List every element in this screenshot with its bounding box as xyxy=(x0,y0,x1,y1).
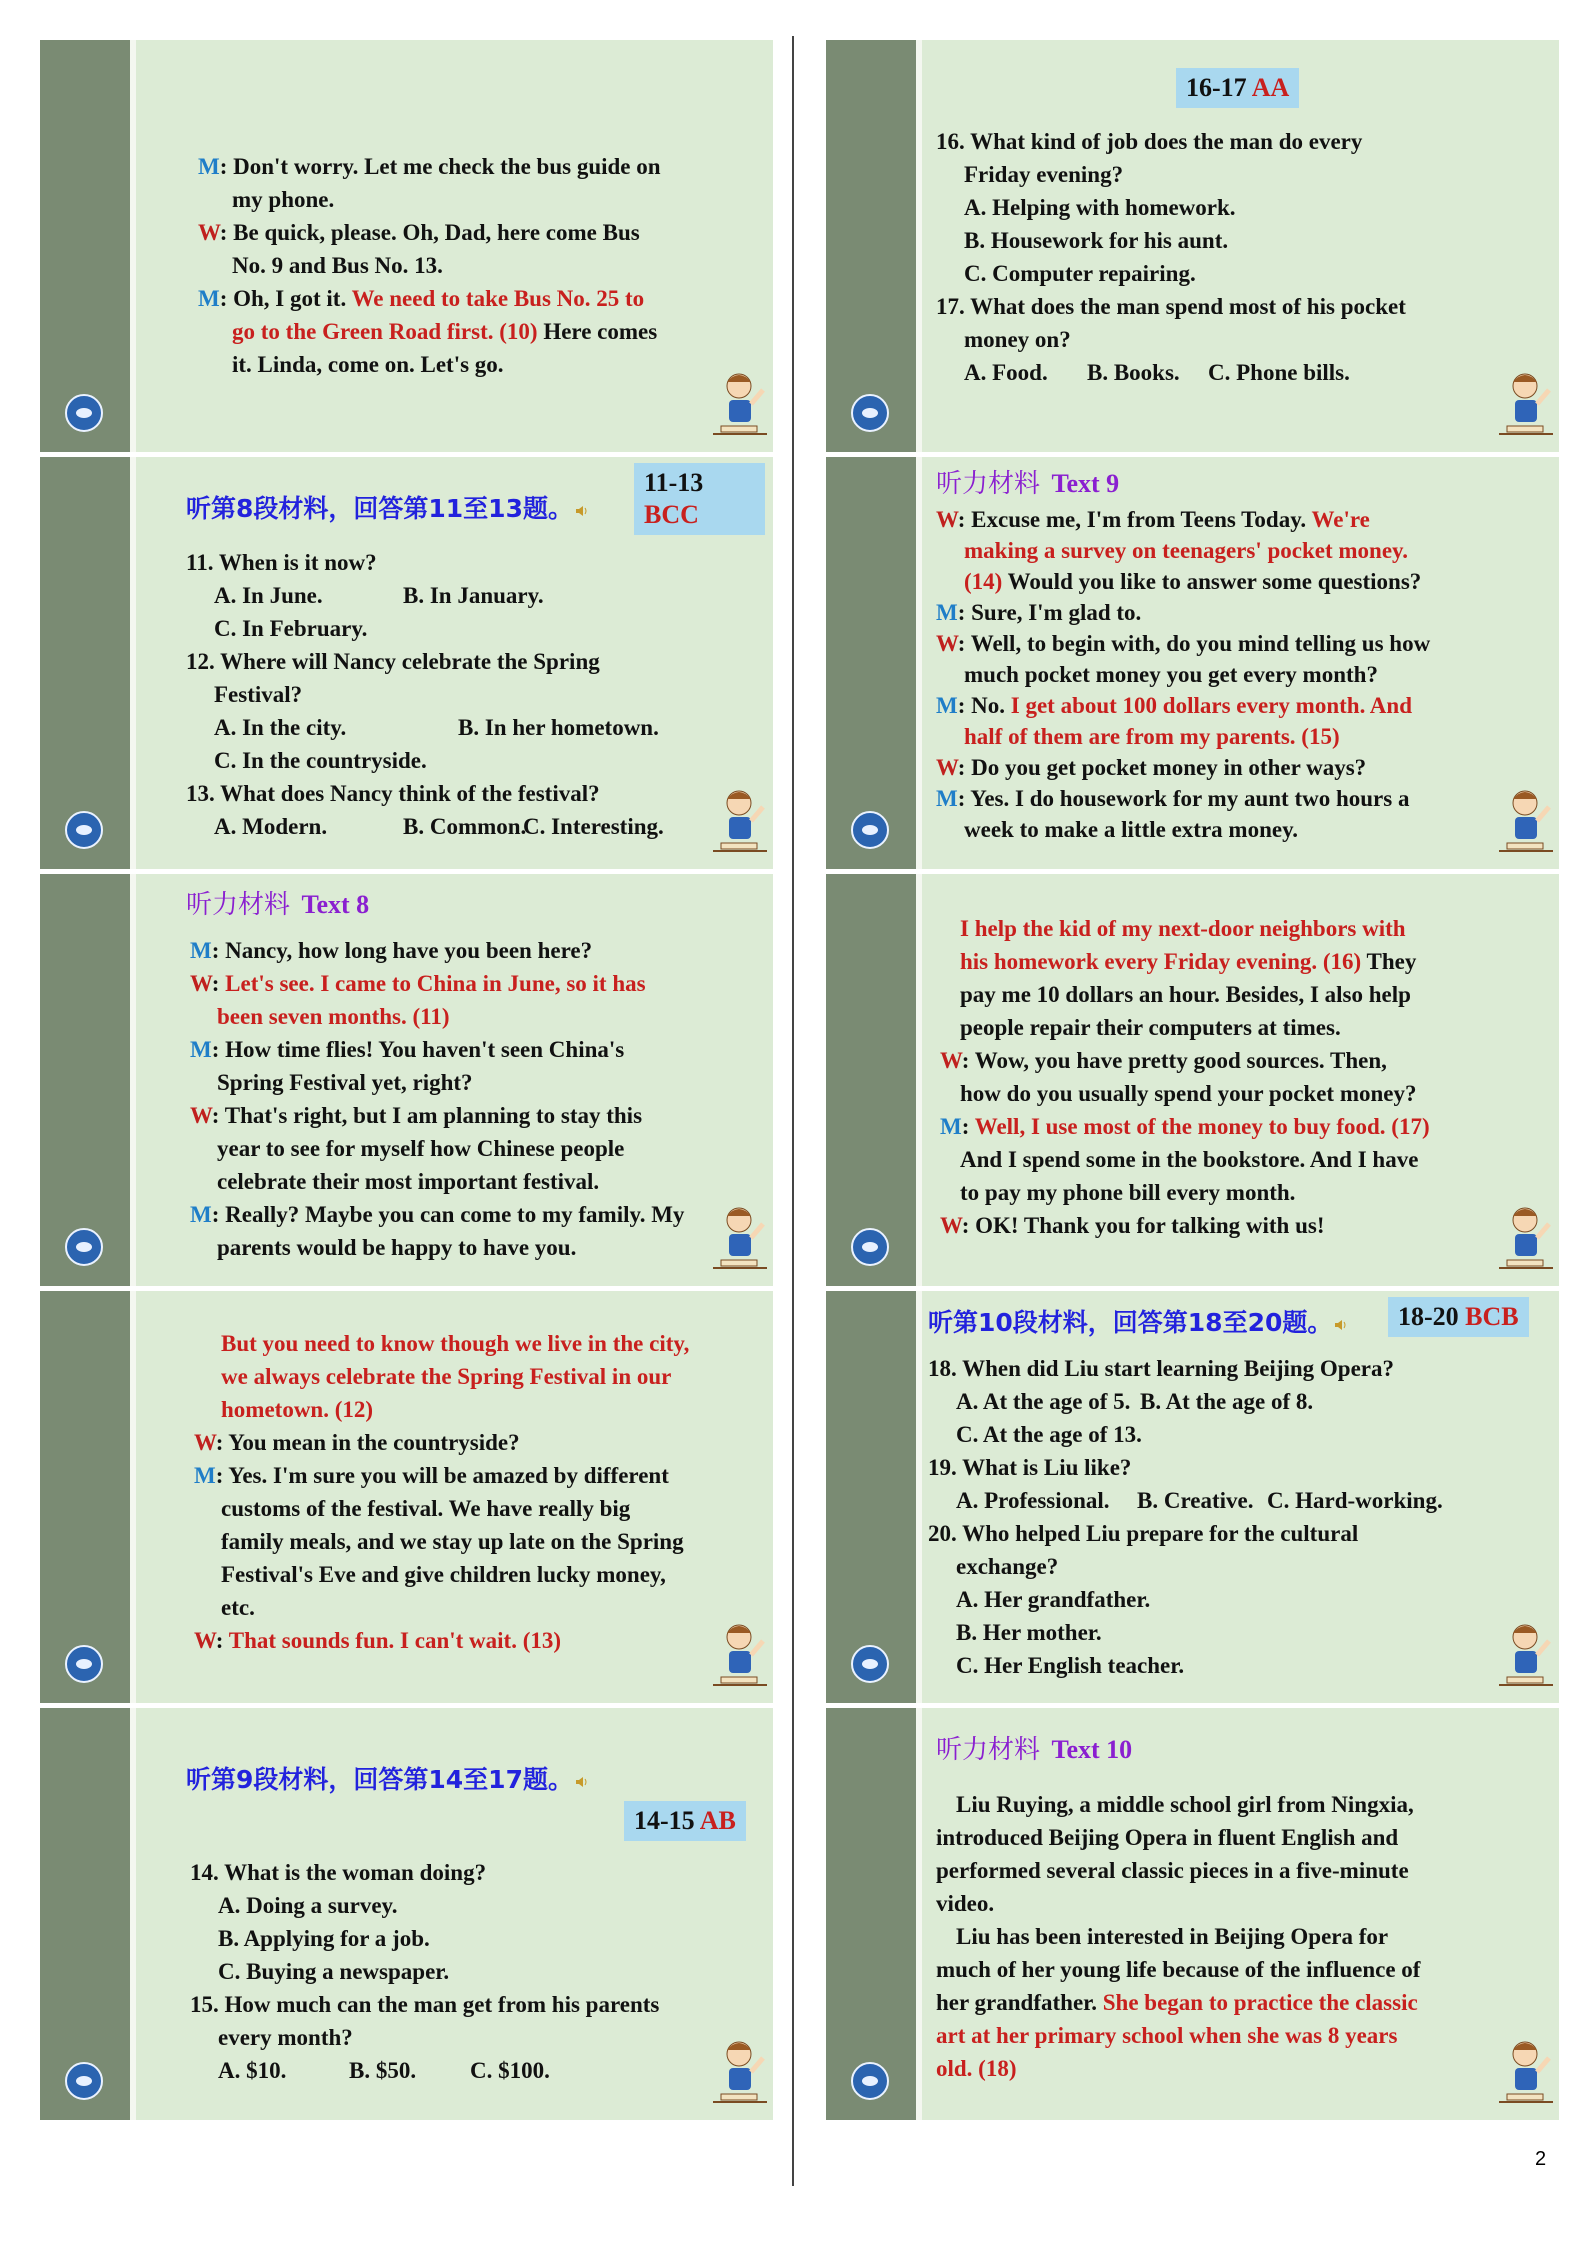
dialog-line xyxy=(221,1360,671,1393)
dialog-line xyxy=(960,945,1416,978)
speaker-label: M xyxy=(190,938,212,963)
student-reading-icon xyxy=(1495,1615,1557,1695)
highlighted-text: been seven months. (11) xyxy=(217,1004,450,1029)
text-run: 13. What does Nancy think of the festival? xyxy=(186,781,600,806)
text-run: A. Professional. xyxy=(956,1488,1110,1513)
text-run: Liu has been interested in Beijing Opera for xyxy=(956,1924,1389,1949)
question-line xyxy=(218,1889,398,1922)
speaker-icon xyxy=(575,1776,589,1788)
text-run: : Do you get pocket money in other ways? xyxy=(957,755,1367,780)
question-line xyxy=(964,257,1196,290)
question-line xyxy=(218,2054,286,2087)
speaker-label: M xyxy=(190,1202,212,1227)
text-run: They xyxy=(1361,949,1417,974)
highlighted-text: hometown. (12) xyxy=(221,1397,374,1422)
dialog-line xyxy=(964,813,1298,846)
text-run: : xyxy=(961,1114,975,1139)
dialog-line xyxy=(198,216,640,249)
highlighted-text: Well, I use most of the money to buy food. (17) xyxy=(974,1114,1430,1139)
text-run: how do you usually spend your pocket money? xyxy=(960,1081,1417,1106)
speaker-label: W xyxy=(936,755,958,780)
speaker-label: M xyxy=(936,600,958,625)
highlighted-text: making a survey on teenagers' pocket money. xyxy=(964,538,1409,563)
question-line xyxy=(186,546,377,579)
text-run: A. Helping with homework. xyxy=(964,195,1236,220)
question-line xyxy=(964,191,1236,224)
slide-content xyxy=(932,874,1551,1286)
speaker-label: W xyxy=(940,1048,962,1073)
school-logo-icon xyxy=(851,1228,889,1266)
dialog-line xyxy=(232,348,504,381)
speaker-label: W xyxy=(190,971,212,996)
text-run: A. At the age of 5. xyxy=(956,1389,1131,1414)
paragraph-line xyxy=(936,1887,994,1920)
text-run: 18. When did Liu start learning Beijing Opera? xyxy=(928,1356,1395,1381)
question-line xyxy=(928,1352,1394,1385)
paragraph-line xyxy=(936,1854,1409,1887)
question-option: B. Books. xyxy=(1087,360,1180,385)
slide-right-3 xyxy=(826,874,1559,1286)
text-run: C. Buying a newspaper. xyxy=(218,1959,450,1984)
text-run: family meals, and we stay up late on the Spring xyxy=(221,1529,684,1554)
question-line xyxy=(190,1988,659,2021)
speaker-label: W xyxy=(194,1628,216,1653)
paragraph-line xyxy=(936,1821,1398,1854)
slide-content xyxy=(928,1291,1551,1703)
school-logo-icon xyxy=(65,1645,103,1683)
dialog-line xyxy=(194,1459,669,1492)
school-logo-icon xyxy=(65,1228,103,1266)
slide-content xyxy=(146,1291,765,1703)
text-run: A. In the city. xyxy=(214,715,347,740)
question-line xyxy=(186,777,600,810)
highlighted-text: half of them are from my parents. (15) xyxy=(964,724,1340,749)
question-option: C. Hard-working. xyxy=(1267,1488,1443,1513)
text-run: to pay my phone bill every month. xyxy=(960,1180,1296,1205)
school-logo-icon xyxy=(65,394,103,432)
text-run: : xyxy=(215,1628,229,1653)
question-line xyxy=(936,125,1362,158)
highlighted-text: She began to practice the classic xyxy=(1102,1990,1418,2015)
text-run: introduced Beijing Opera in fluent English and xyxy=(936,1825,1399,1850)
text-run: people repair their computers at times. xyxy=(960,1015,1341,1040)
dialog-line xyxy=(936,596,1141,629)
text-run: : xyxy=(211,971,226,996)
question-line xyxy=(956,1649,1184,1682)
slide-left-2 xyxy=(40,457,773,869)
school-logo-icon xyxy=(65,811,103,849)
speaker-label: W xyxy=(940,1213,962,1238)
answer-key-box: 16-17 AA xyxy=(1176,68,1299,108)
dialog-line xyxy=(194,1426,520,1459)
dialog-line xyxy=(190,934,592,967)
text-run: 12. Where will Nancy celebrate the Spring xyxy=(186,649,600,674)
text-run: B. Applying for a job. xyxy=(218,1926,430,1951)
speaker-label: M xyxy=(936,786,958,811)
slide-content xyxy=(932,40,1551,452)
text-run: B. Housework for his aunt. xyxy=(964,228,1229,253)
text-run: Here comes xyxy=(537,319,658,344)
text-run: Festival? xyxy=(214,682,303,707)
dialog-line xyxy=(964,534,1408,567)
dialog-line xyxy=(940,1044,1387,1077)
text-run: parents would be happy to have you. xyxy=(217,1235,577,1260)
text-run: video. xyxy=(936,1891,995,1916)
text-run: : How time flies! You haven't seen China's xyxy=(211,1037,625,1062)
text-run: : Nancy, how long have you been here? xyxy=(211,938,593,963)
highlighted-text: old. (18) xyxy=(936,2056,1017,2081)
text-run: A. Doing a survey. xyxy=(218,1893,398,1918)
dialog-line xyxy=(198,150,661,183)
text-run: pay me 10 dollars an hour. Besides, I also help xyxy=(960,982,1411,1007)
text-run: No. 9 and Bus No. 13. xyxy=(232,253,443,278)
school-logo-icon xyxy=(851,2062,889,2100)
dialog-line xyxy=(221,1525,684,1558)
dialog-line xyxy=(190,1198,684,1231)
speaker-label: M xyxy=(936,693,958,718)
slide-left-4 xyxy=(40,1291,773,1703)
question-line xyxy=(964,356,1048,389)
highlighted-text: go to the Green Road first. (10) xyxy=(232,319,538,344)
text-run: : Excuse me, I'm from Teens Today. xyxy=(957,507,1312,532)
student-reading-icon xyxy=(1495,781,1557,861)
section-heading: 听力材料 Text 8 xyxy=(186,890,370,920)
dialog-line xyxy=(960,1077,1417,1110)
slide-content xyxy=(932,1708,1551,2120)
slide-right-1 xyxy=(826,40,1559,452)
highlighted-text: his homework every Friday evening. (16) xyxy=(960,949,1362,974)
question-line xyxy=(214,810,327,843)
student-reading-icon xyxy=(709,364,771,444)
dialog-line xyxy=(190,967,646,1000)
student-reading-icon xyxy=(709,1615,771,1695)
slide-left-5 xyxy=(40,1708,773,2120)
text-run: : Yes. I do housework for my aunt two hours a xyxy=(957,786,1410,811)
question-line xyxy=(190,1856,486,1889)
dialog-line xyxy=(960,1143,1418,1176)
text-run: C. Her English teacher. xyxy=(956,1653,1185,1678)
text-run: 19. What is Liu like? xyxy=(928,1455,1132,1480)
text-run: 20. Who helped Liu prepare for the cultural xyxy=(928,1521,1359,1546)
question-line xyxy=(956,1550,1058,1583)
question-line xyxy=(964,158,1123,191)
speaker-label: M xyxy=(194,1463,216,1488)
dialog-line xyxy=(960,912,1406,945)
text-run: C. At the age of 13. xyxy=(956,1422,1142,1447)
slide-left-1 xyxy=(40,40,773,452)
dialog-line xyxy=(217,1000,450,1033)
text-run: And I spend some in the bookstore. And I have xyxy=(960,1147,1419,1172)
slide-right-4 xyxy=(826,1291,1559,1703)
paragraph-line xyxy=(936,1986,1418,2019)
text-run: Liu Ruying, a middle school girl from Ningxia, xyxy=(956,1792,1414,1817)
text-run: : No. xyxy=(957,693,1011,718)
paragraph-line xyxy=(936,1953,1420,1986)
dialog-line xyxy=(964,720,1340,753)
speaker-label: W xyxy=(936,631,958,656)
slide-content xyxy=(146,874,765,1286)
dialog-line xyxy=(190,1033,624,1066)
paragraph-line xyxy=(956,1920,1388,1953)
question-line xyxy=(186,645,600,678)
text-run: much of her young life because of the influence of xyxy=(936,1957,1421,1982)
text-run: A. Modern. xyxy=(214,814,328,839)
section-heading: 听力材料 Text 10 xyxy=(936,1735,1133,1765)
slide-left-3 xyxy=(40,874,773,1286)
question-line xyxy=(928,1517,1358,1550)
question-line xyxy=(218,1955,449,1988)
question-line xyxy=(928,1451,1131,1484)
dialog-line xyxy=(936,689,1412,722)
answer-key-box: 14-15 AB xyxy=(624,1801,746,1841)
text-run: A. Her grandfather. xyxy=(956,1587,1151,1612)
student-reading-icon xyxy=(709,1198,771,1278)
student-reading-icon xyxy=(709,2032,771,2112)
page-number: 2 xyxy=(1535,2148,1547,2170)
question-option: B. In her hometown. xyxy=(458,715,659,740)
highlighted-text: We're xyxy=(1311,507,1370,532)
text-run: : Oh, I got it. xyxy=(219,286,352,311)
dialog-line xyxy=(221,1558,666,1591)
student-reading-icon xyxy=(1495,1198,1557,1278)
question-line xyxy=(964,224,1228,257)
slide-content xyxy=(146,457,765,869)
text-run: money on? xyxy=(964,327,1071,352)
text-run: week to make a little extra money. xyxy=(964,817,1299,842)
text-run: : Sure, I'm glad to. xyxy=(957,600,1142,625)
text-run: much pocket money you get every month? xyxy=(964,662,1378,687)
slide-content xyxy=(932,457,1551,869)
speaker-label: W xyxy=(190,1103,212,1128)
dialog-line xyxy=(936,503,1370,536)
text-run: : Wow, you have pretty good sources. Then, xyxy=(961,1048,1387,1073)
highlighted-text: I get about 100 dollars every month. And xyxy=(1010,693,1412,718)
student-reading-icon xyxy=(1495,364,1557,444)
highlighted-text: But you need to know though we live in the city, xyxy=(221,1331,690,1356)
section-heading: 听力材料 Text 9 xyxy=(936,469,1120,499)
school-logo-icon xyxy=(65,2062,103,2100)
highlighted-text: We need to take Bus No. 25 to xyxy=(351,286,645,311)
question-option: B. In January. xyxy=(403,583,544,608)
question-line xyxy=(956,1484,1110,1517)
text-run: 17. What does the man spend most of his pocket xyxy=(936,294,1406,319)
slide-content xyxy=(146,40,765,452)
dialog-line xyxy=(936,782,1409,815)
question-line xyxy=(214,744,427,777)
section-heading: 听第9段材料，回答第14至17题。 xyxy=(186,1763,589,1796)
text-run: her grandfather. xyxy=(936,1990,1103,2015)
text-run: 11. When is it now? xyxy=(186,550,377,575)
text-run: 15. How much can the man get from his parents xyxy=(190,1992,660,2017)
dialog-line xyxy=(960,978,1411,1011)
dialog-line xyxy=(936,627,1430,660)
text-run: : Yes. I'm sure you will be amazed by different xyxy=(215,1463,669,1488)
question-line xyxy=(956,1583,1150,1616)
speaker-label: M xyxy=(198,286,220,311)
dialog-line xyxy=(936,751,1366,784)
paragraph-line xyxy=(956,1788,1414,1821)
speaker-label: W xyxy=(194,1430,216,1455)
answer-key-box: 11-13 BCC xyxy=(634,463,765,535)
highlighted-text: I help the kid of my next-door neighbors with xyxy=(960,916,1406,941)
dialog-line xyxy=(964,565,1421,598)
school-logo-icon xyxy=(851,811,889,849)
text-run: A. In June. xyxy=(214,583,323,608)
text-run: : OK! Thank you for talking with us! xyxy=(961,1213,1325,1238)
text-run: Festival's Eve and give children lucky money, xyxy=(221,1562,666,1587)
text-run: : Don't worry. Let me check the bus guide on xyxy=(219,154,661,179)
highlighted-text: art at her primary school when she was 8 years xyxy=(936,2023,1398,2048)
question-line xyxy=(964,323,1071,356)
question-line xyxy=(218,1922,430,1955)
paragraph-line xyxy=(936,2052,1017,2085)
section-heading: 听第8段材料，回答第11至13题。 xyxy=(186,492,589,525)
text-run: : Well, to begin with, do you mind telling us how xyxy=(957,631,1431,656)
dialog-line xyxy=(194,1624,561,1657)
text-run: customs of the festival. We have really big xyxy=(221,1496,631,1521)
dialog-line xyxy=(940,1110,1430,1143)
dialog-line xyxy=(217,1165,599,1198)
text-run: it. Linda, come on. Let's go. xyxy=(232,352,504,377)
school-logo-icon xyxy=(851,394,889,432)
speaker-label: M xyxy=(198,154,220,179)
question-line xyxy=(214,678,302,711)
question-line xyxy=(956,1616,1102,1649)
school-logo-icon xyxy=(851,1645,889,1683)
question-line xyxy=(214,612,367,645)
slide-content xyxy=(146,1708,765,2120)
speaker-icon xyxy=(1334,1319,1348,1331)
highlighted-text: That sounds fun. I can't wait. (13) xyxy=(228,1628,562,1653)
text-run: B. Her mother. xyxy=(956,1620,1102,1645)
highlighted-text: Let's see. I came to China in June, so it has xyxy=(225,971,646,996)
question-line xyxy=(956,1385,1130,1418)
text-run: : Be quick, please. Oh, Dad, here come Bus xyxy=(219,220,640,245)
dialog-line xyxy=(960,1176,1295,1209)
text-run: A. $10. xyxy=(218,2058,287,2083)
dialog-line xyxy=(232,315,657,348)
question-line xyxy=(218,2021,353,2054)
dialog-line xyxy=(190,1099,642,1132)
dialog-line xyxy=(232,249,443,282)
dialog-line xyxy=(221,1591,255,1624)
speaker-label: W xyxy=(198,220,220,245)
text-run: Spring Festival yet, right? xyxy=(217,1070,473,1095)
text-run: year to see for myself how Chinese people xyxy=(217,1136,625,1161)
text-run: celebrate their most important festival. xyxy=(217,1169,600,1194)
column-divider xyxy=(792,36,794,2186)
dialog-line xyxy=(217,1231,576,1264)
text-run: Friday evening? xyxy=(964,162,1124,187)
question-option: B. At the age of 8. xyxy=(1140,1389,1314,1414)
question-line xyxy=(214,579,323,612)
dialog-line xyxy=(221,1492,630,1525)
text-run: my phone. xyxy=(232,187,335,212)
text-run: : That's right, but I am planning to stay this xyxy=(211,1103,643,1128)
question-option: C. $100. xyxy=(470,2058,550,2083)
text-run: C. In the countryside. xyxy=(214,748,427,773)
dialog-line xyxy=(221,1327,689,1360)
student-reading-icon xyxy=(709,781,771,861)
text-run: performed several classic pieces in a five-minute xyxy=(936,1858,1409,1883)
question-option: B. Common. xyxy=(403,814,527,839)
text-run: : Really? Maybe you can come to my family. My xyxy=(211,1202,685,1227)
dialog-line xyxy=(221,1393,373,1426)
dialog-line xyxy=(964,658,1378,691)
text-run: : You mean in the countryside? xyxy=(215,1430,520,1455)
highlighted-text: (14) xyxy=(964,569,1003,594)
speaker-icon xyxy=(575,505,589,517)
text-run: A. Food. xyxy=(964,360,1048,385)
speaker-label: M xyxy=(940,1114,962,1139)
highlighted-text: we always celebrate the Spring Festival in our xyxy=(221,1364,672,1389)
slide-right-2 xyxy=(826,457,1559,869)
slide-right-5 xyxy=(826,1708,1559,2120)
text-run: C. In February. xyxy=(214,616,368,641)
dialog-line xyxy=(217,1132,624,1165)
dialog-line xyxy=(960,1011,1341,1044)
text-run: 16. What kind of job does the man do every xyxy=(936,129,1363,154)
question-option: C. Phone bills. xyxy=(1208,360,1350,385)
text-run: Would you like to answer some questions? xyxy=(1002,569,1422,594)
section-heading: 听第10段材料，回答第18至20题。 xyxy=(928,1306,1348,1339)
question-line xyxy=(936,290,1406,323)
dialog-line xyxy=(217,1066,473,1099)
speaker-label: W xyxy=(936,507,958,532)
question-option: B. $50. xyxy=(349,2058,417,2083)
text-run: 14. What is the woman doing? xyxy=(190,1860,487,1885)
speaker-label: M xyxy=(190,1037,212,1062)
dialog-line xyxy=(198,282,644,315)
text-run: etc. xyxy=(221,1595,255,1620)
question-line xyxy=(214,711,346,744)
text-run: every month? xyxy=(218,2025,353,2050)
dialog-line xyxy=(232,183,334,216)
question-option: B. Creative. xyxy=(1137,1488,1254,1513)
paragraph-line xyxy=(936,2019,1397,2052)
answer-key-box: 18-20 BCB xyxy=(1388,1297,1529,1337)
question-line xyxy=(956,1418,1142,1451)
question-option: C. Interesting. xyxy=(523,814,664,839)
student-reading-icon xyxy=(1495,2032,1557,2112)
text-run: C. Computer repairing. xyxy=(964,261,1196,286)
dialog-line xyxy=(940,1209,1325,1242)
text-run: exchange? xyxy=(956,1554,1059,1579)
